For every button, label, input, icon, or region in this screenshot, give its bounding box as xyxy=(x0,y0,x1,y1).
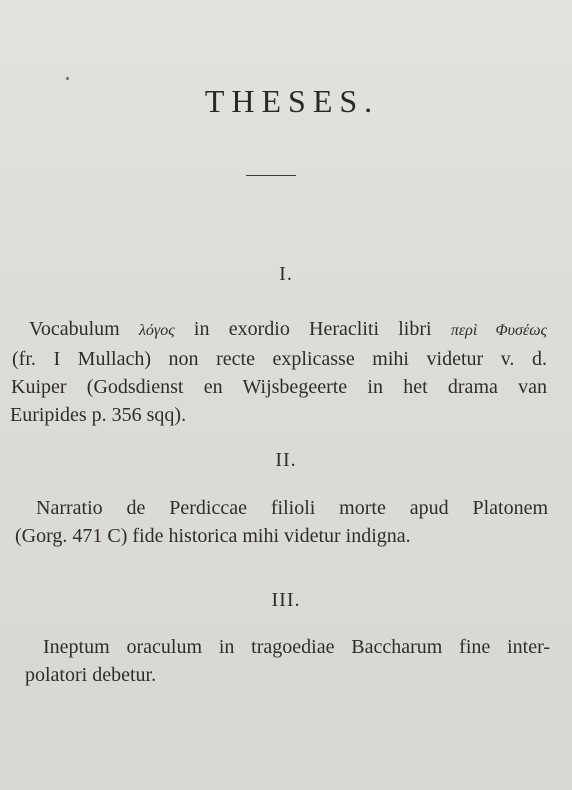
thesis-3-numeral: III. xyxy=(271,589,301,611)
thesis-3-text xyxy=(25,633,550,689)
thesis-2-line-2: (Gorg. 471 C) fide historica mihi videtur indigna. xyxy=(15,525,411,547)
thesis-1-numeral: I. xyxy=(279,263,293,285)
page-title: THESES. xyxy=(204,83,380,120)
thesis-1-text xyxy=(10,315,547,429)
title-divider xyxy=(246,175,296,176)
greek-word-logos: λόγος xyxy=(138,322,175,339)
thesis-1-line-4: Euripides p. 356 sqq). xyxy=(10,404,187,426)
thesis-3-line-1: Ineptum oraculum in tragoediae Baccharum fine inter- xyxy=(43,636,550,658)
thesis-3-line-2: polatori debetur. xyxy=(25,664,157,686)
thesis-1-line-2: (fr. I Mullach) non recte explicasse mihi videtur v. d. xyxy=(12,348,547,370)
thesis-2-text xyxy=(15,494,548,550)
thesis-1-line-1: Vocabulum λόγος in exordio Heracliti libri περὶ Φυσέως xyxy=(29,318,547,340)
thesis-2-line-1: Narratio de Perdiccae filioli morte apud Platonem xyxy=(36,497,548,519)
thesis-1-line-3: Kuiper (Godsdienst en Wijsbegeerte in het drama van xyxy=(11,376,547,398)
ink-speck xyxy=(66,77,69,80)
greek-phrase-peri-physeos: περὶ Φυσέως xyxy=(450,322,547,339)
thesis-2-numeral: II. xyxy=(275,449,297,471)
